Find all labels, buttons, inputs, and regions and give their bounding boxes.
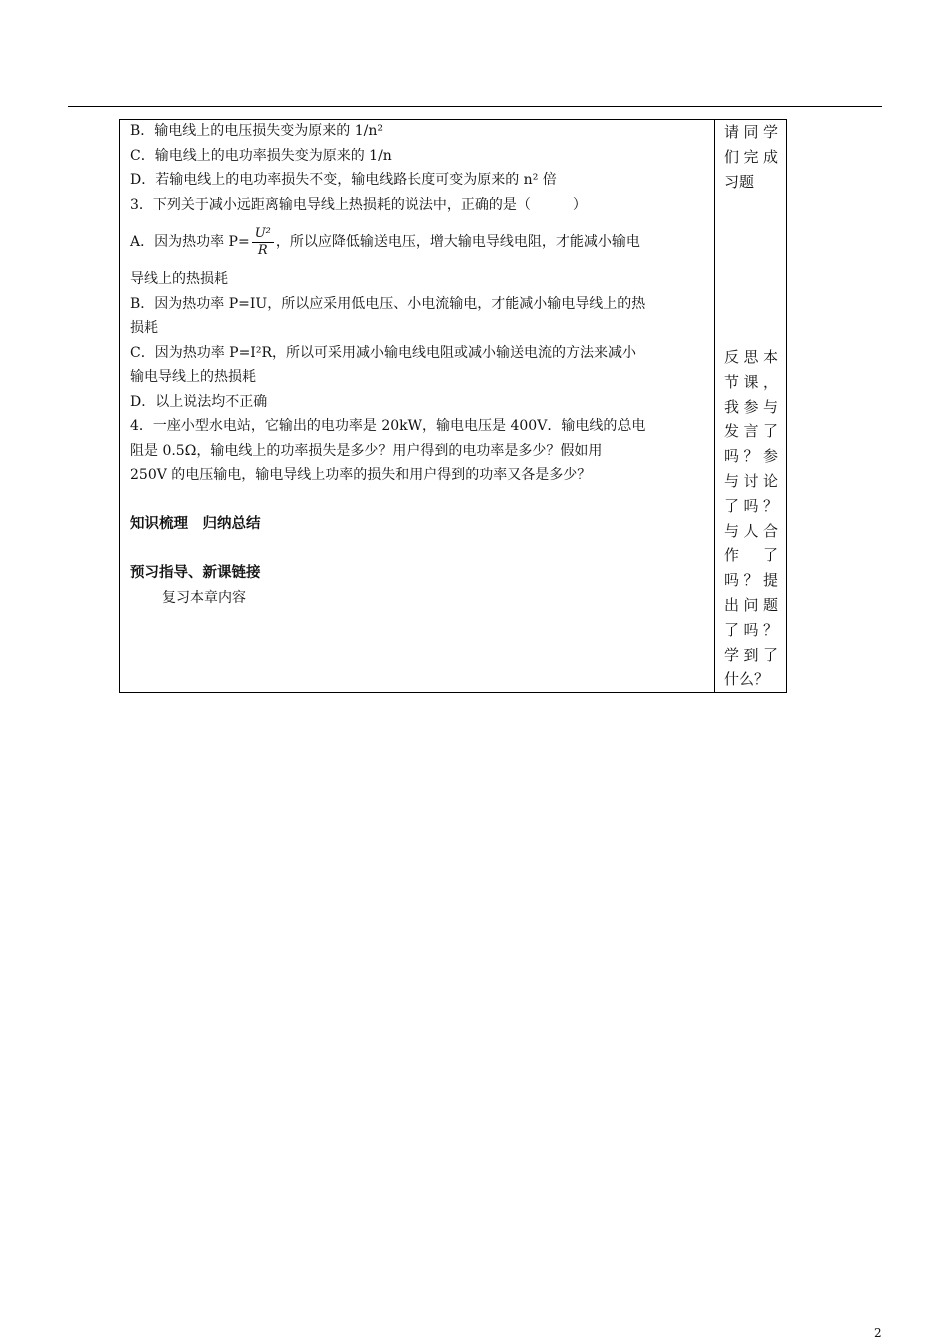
formula-fraction — [252, 226, 274, 259]
section-heading-summary: 知识梳理 归纳总结 — [130, 516, 261, 532]
question-4-cont-2: 250V 的电压输电，输电导线上功率的损失和用户得到的功率又各是多少？ — [130, 467, 592, 483]
q3-option-a — [130, 217, 710, 267]
q3-option-b: B．因为热功率 P=IU，所以应采用低电压、小电流输电，才能减小输电导线上的热 — [130, 295, 646, 312]
q3-option-b-cont: 损耗 — [130, 320, 158, 336]
fraction-denominator: R — [257, 242, 268, 258]
review-note: 复习本章内容 — [162, 589, 246, 606]
main-column — [130, 119, 710, 610]
question-3: 3．下列关于减小远距离输电导线上热损耗的说法中，正确的是（ ） — [130, 196, 587, 213]
side-note-exercise: 请同学们完成习题 — [724, 123, 778, 191]
q3-option-c: C．因为热功率 P=I²R，所以可采用减小输电线电阻或减小输送电流的方法来减小 — [130, 344, 636, 361]
q3-option-a-start: A．因为热功率 P= — [130, 234, 250, 250]
q3-option-d: D．以上说法均不正确 — [130, 393, 268, 410]
fraction-numerator: U² — [252, 226, 274, 243]
option-d-length: D．若输电线上的电功率损失不变，输电线路长度可变为原来的 n² 倍 — [130, 172, 557, 188]
section-heading-preview: 预习指导、新课链接 — [130, 565, 261, 581]
option-c-power: C．输电线上的电功率损失变为原来的 1/n — [130, 147, 392, 164]
page-number: 2 — [874, 1326, 882, 1340]
side-note-reflection: 反思本节课，我参与发言了吗？参与讨论了吗？与人合作了吗？提出问题了吗？学到了什么？ — [724, 348, 778, 689]
q3-option-a-end: ，所以应降低输送电压，增大输电导线电阻，才能减小输电 — [275, 234, 640, 250]
q3-option-c-cont: 输电导线上的热损耗 — [130, 369, 256, 385]
q3-option-a-cont: 导线上的热损耗 — [130, 271, 228, 287]
question-4: 4．一座小型水电站，它输出的电功率是 20kW，输电电压是 400V．输电线的总电 — [130, 418, 646, 434]
column-divider — [714, 119, 715, 693]
option-b-voltage: B．输电线上的电压损失变为原来的 1/n² — [130, 123, 383, 139]
question-4-cont-1: 阻是 0.5Ω，输电线上的功率损失是多少？用户得到的电功率是多少？假如用 — [130, 442, 603, 459]
header-rule — [68, 106, 882, 107]
